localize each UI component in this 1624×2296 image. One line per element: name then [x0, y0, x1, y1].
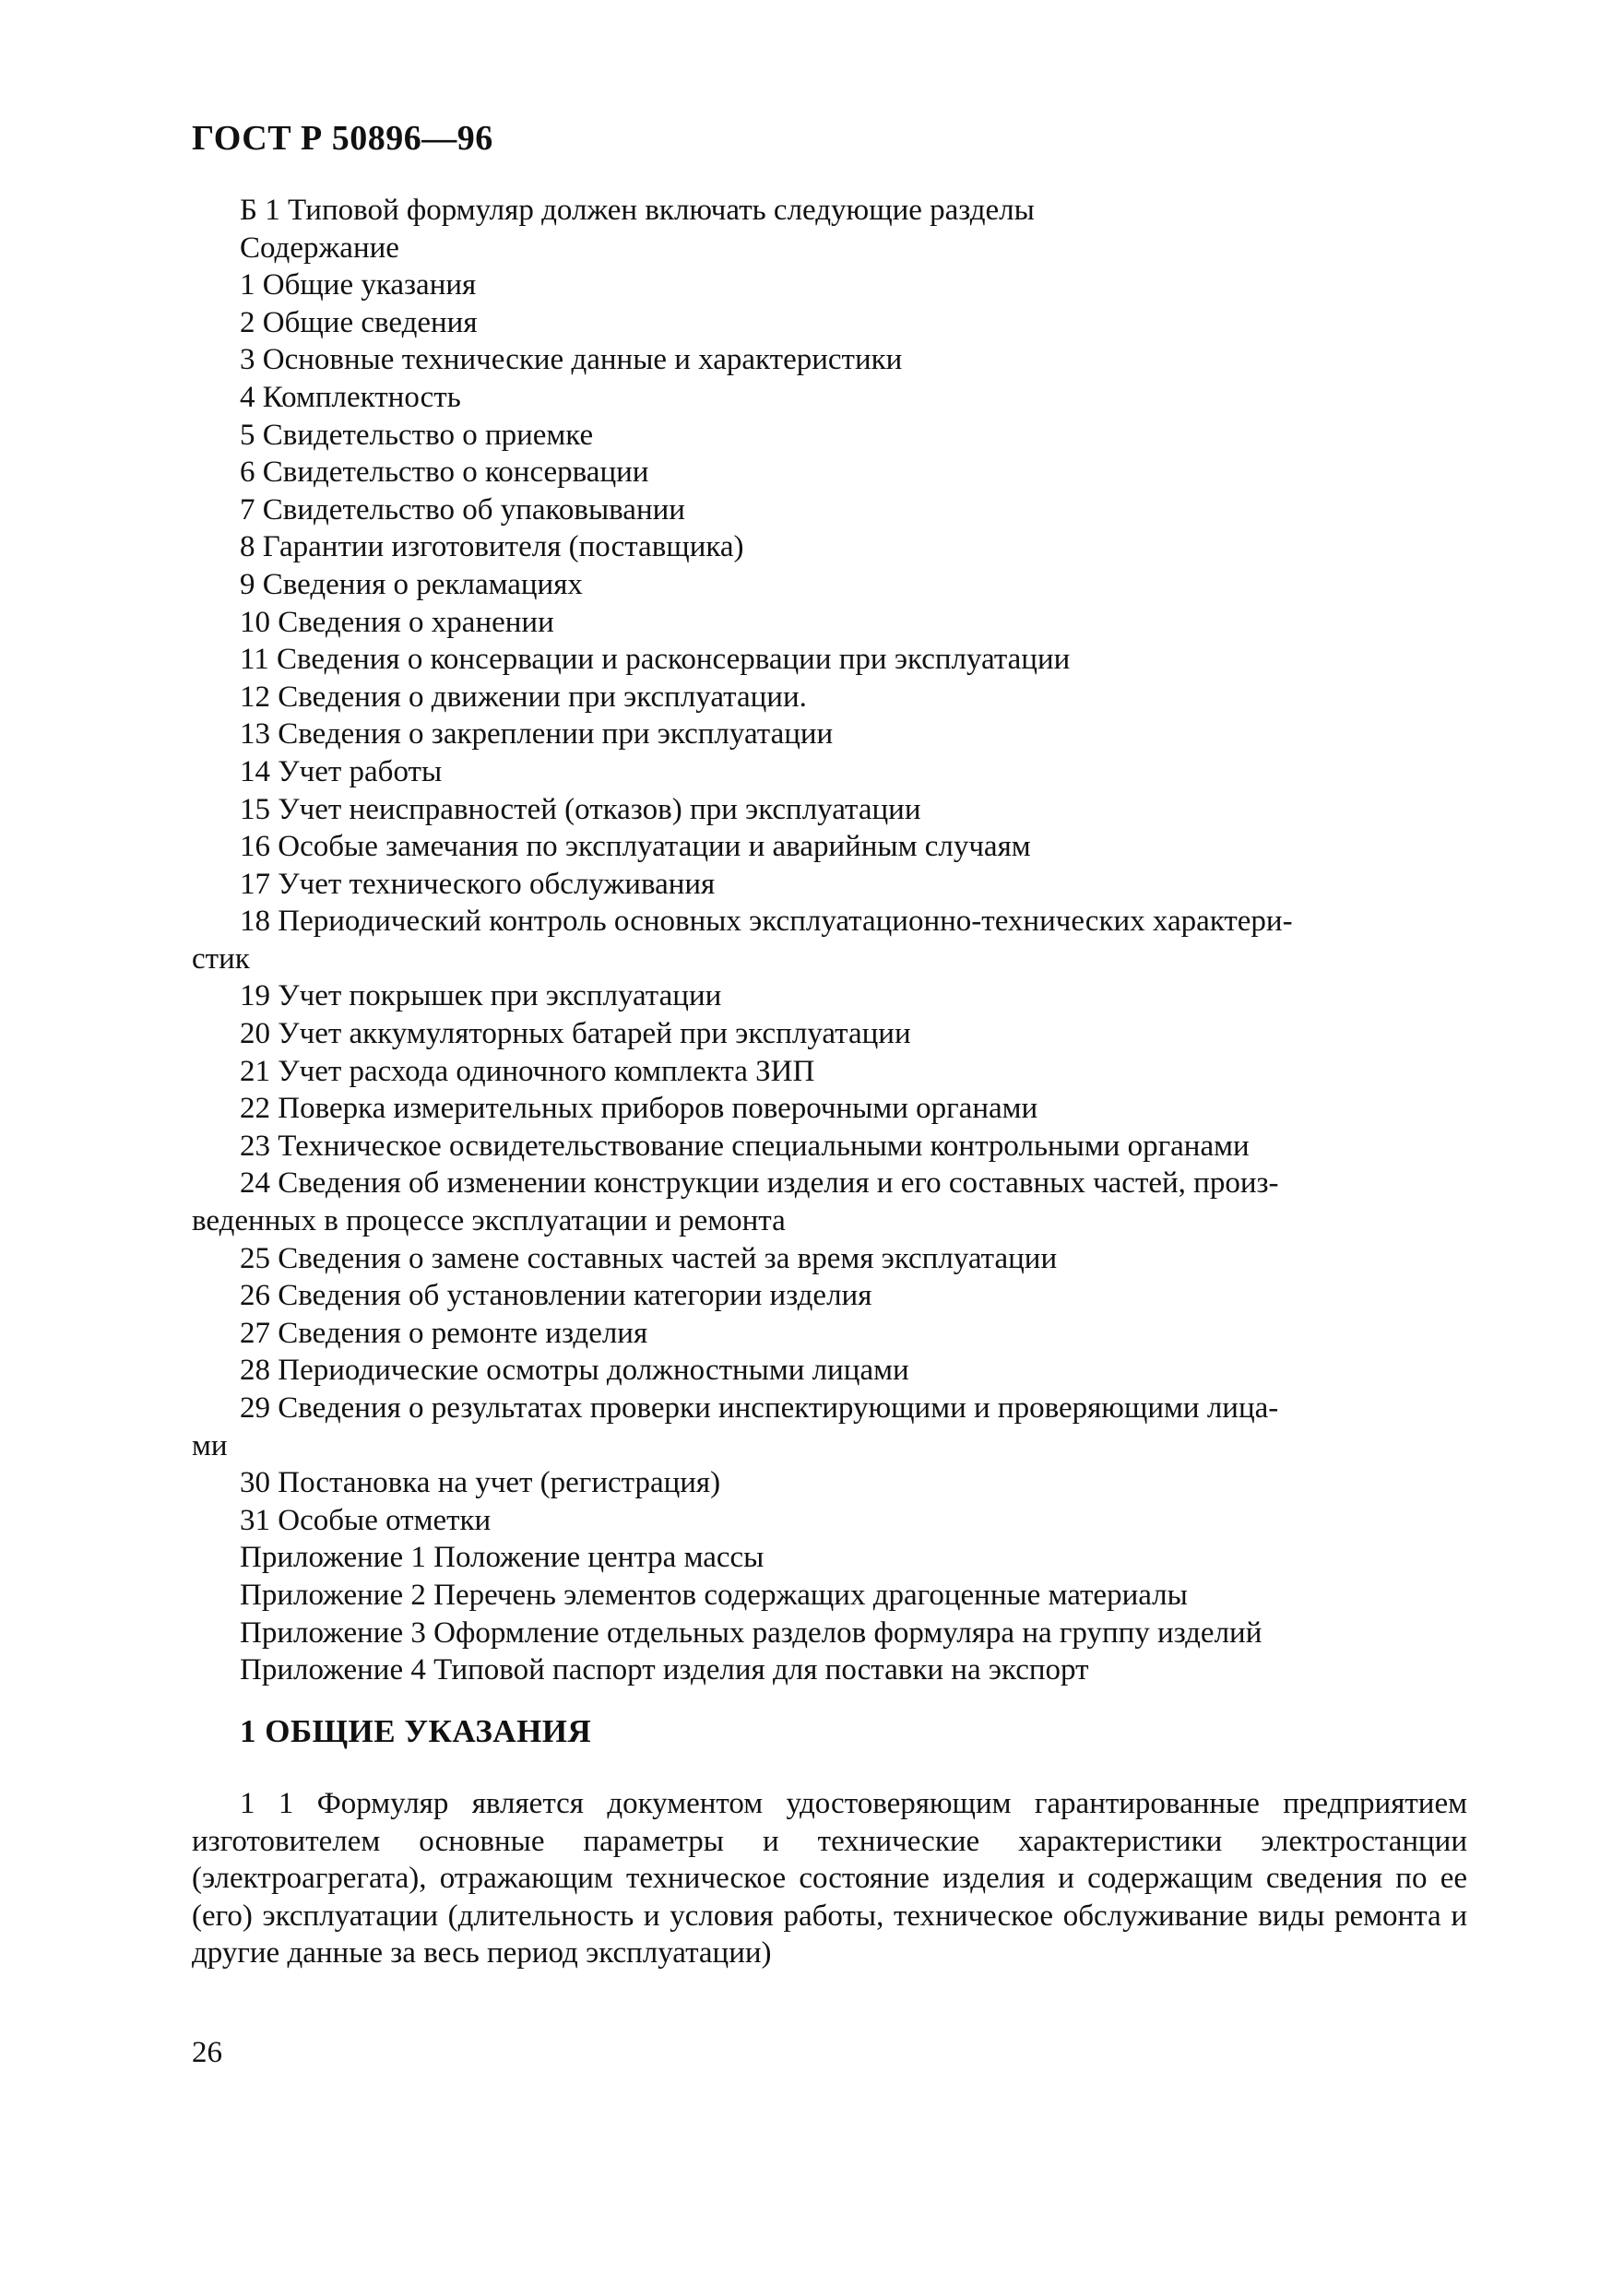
toc-item: 1 Общие указания: [240, 268, 477, 302]
toc-item: 7 Свидетельство об упаковывании: [240, 492, 685, 527]
toc-item: 23 Техническое освидетельствование специальными контрольными органами: [240, 1129, 1250, 1163]
toc-item: 26 Сведения об установлении категории изделия: [240, 1279, 872, 1313]
toc-item: 22 Поверка измерительных приборов поверочными органами: [240, 1092, 1038, 1126]
page-number: 26: [192, 2036, 222, 2069]
toc-item: 27 Сведения о ремонте изделия: [240, 1316, 648, 1350]
toc-item: 19 Учет покрышек при эксплуатации: [240, 979, 722, 1013]
toc-item: 5 Свидетельство о приемке: [240, 418, 594, 452]
toc-item: 6 Свидетельство о консервации: [240, 456, 649, 490]
toc-item: 13 Сведения о закреплении при эксплуатации: [240, 717, 834, 752]
toc-item-18-line2: стик: [192, 941, 250, 976]
toc-item: 15 Учет неисправностей (отказов) при эксплуатации: [240, 792, 921, 826]
section-title: 1 ОБЩИЕ УКАЗАНИЯ: [240, 1713, 592, 1749]
toc-item: 21 Учет расхода одиночного комплекта ЗИП: [240, 1054, 815, 1088]
toc-item-18-line1: 18 Периодический контроль основных эксплуатационно-технических характери-: [240, 905, 1293, 939]
toc-appendix: Приложение 4 Типовой паспорт изделия для поставки на экспорт: [240, 1653, 1089, 1687]
toc-item: 4 Комплектность: [240, 380, 461, 414]
toc-contents-label: Содержание: [240, 231, 399, 265]
toc-appendix: Приложение 1 Положение центра массы: [240, 1541, 765, 1575]
document-header: ГОСТ Р 50896—96: [192, 119, 493, 158]
section-paragraph: 1 1 Формуляр является документом удостоверяющим гарантированные предприятием изготовителем основные параметры и технические характеристики электростанции (электроагрегата), отражающим техническое состояние изделия и содержащим сведения по ее (его) эксплуатации (длительность и условия работы, техническое обслуживание виды ремонта и другие данные за весь период эксплуатации): [192, 1787, 1467, 1971]
toc-item: 25 Сведения о замене составных частей за время эксплуатации: [240, 1241, 1058, 1275]
toc-item: 10 Сведения о хранении: [240, 605, 554, 639]
toc-item: 2 Общие сведения: [240, 305, 478, 339]
toc-item-24-line2: веденных в процессе эксплуатации и ремонта: [192, 1204, 786, 1238]
toc-item-29-line2: ми: [192, 1428, 228, 1462]
toc-item: 14 Учет работы: [240, 754, 443, 788]
toc-item: 9 Сведения о рекламациях: [240, 567, 583, 601]
toc-item-29-line1: 29 Сведения о результатах проверки инспектирующими и проверяющими лица-: [240, 1391, 1279, 1425]
toc-intro: Б 1 Типовой формуляр должен включать следующие разделы: [240, 194, 1035, 227]
toc-item: 28 Периодические осмотры должностными лицами: [240, 1354, 909, 1388]
toc-item: 17 Учет технического обслуживания: [240, 867, 716, 901]
toc-item-24-line1: 24 Сведения об изменении конструкции изделия и его составных частей, произ-: [240, 1166, 1279, 1201]
toc-item: 30 Постановка на учет (регистрация): [240, 1466, 721, 1500]
toc-appendix: Приложение 3 Оформление отдельных разделов формуляра на группу изделий: [240, 1615, 1262, 1650]
toc-appendix: Приложение 2 Перечень элементов содержащих драгоценные материалы: [240, 1578, 1188, 1612]
table-of-contents: [192, 192, 1467, 1689]
toc-item: 20 Учет аккумуляторных батарей при эксплуатации: [240, 1017, 911, 1051]
toc-item: 12 Сведения о движении при эксплуатации.: [240, 680, 807, 714]
toc-item: 31 Особые отметки: [240, 1503, 492, 1537]
toc-item: 16 Особые замечания по эксплуатации и аварийным случаям: [240, 830, 1031, 864]
toc-item: 3 Основные технические данные и характеристики: [240, 343, 903, 377]
toc-item: 11 Сведения о консервации и расконсервации при эксплуатации: [240, 643, 1071, 677]
toc-item: 8 Гарантии изготовителя (поставщика): [240, 530, 744, 564]
